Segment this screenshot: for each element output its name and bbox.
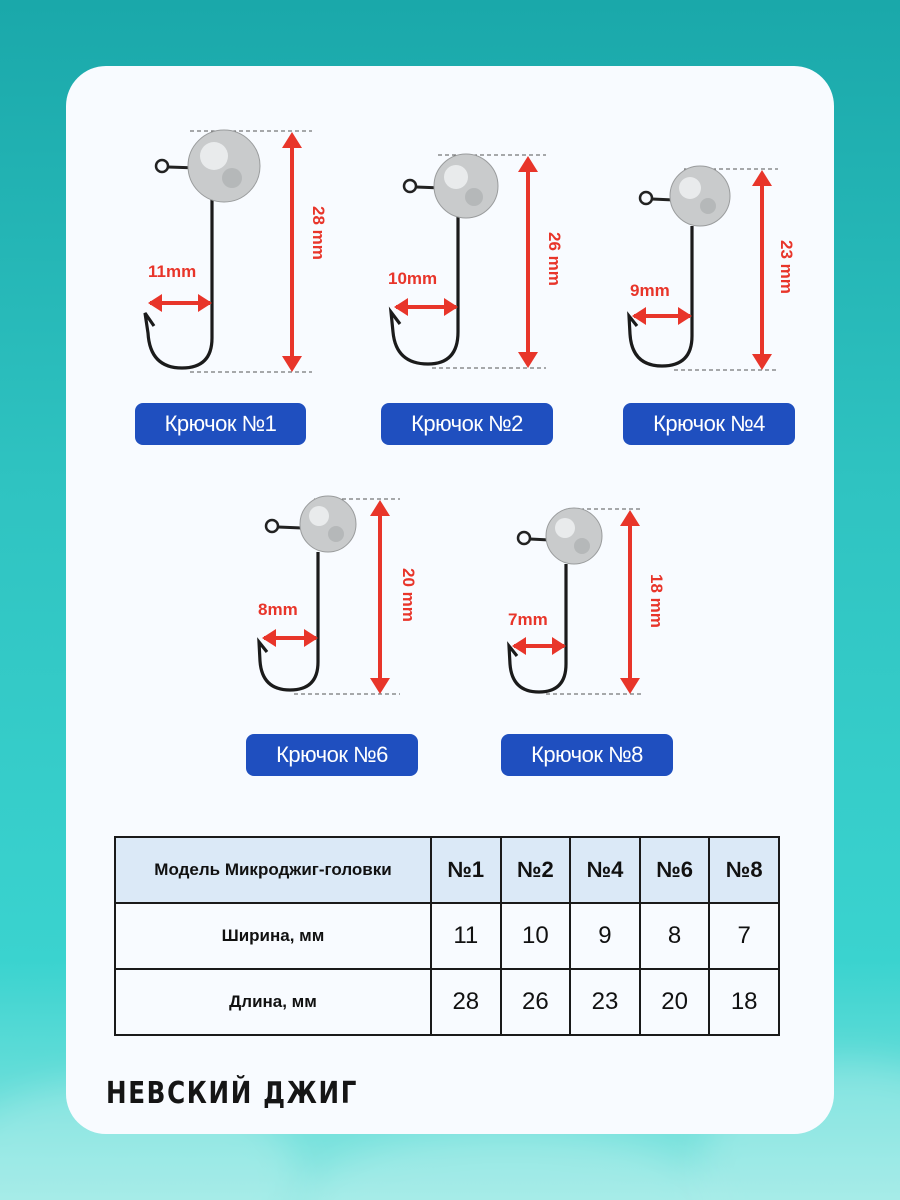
width-label: 10mm	[388, 269, 438, 288]
table-header-row	[115, 837, 779, 903]
length-label: 18 mm	[647, 574, 666, 628]
header-col: №2	[501, 837, 571, 903]
width-label: 9mm	[630, 281, 670, 300]
table-row	[115, 969, 779, 1035]
length-label: 28 mm	[309, 206, 328, 260]
jig-head-hook-2	[380, 152, 580, 377]
table-cell: 20	[640, 969, 710, 1035]
table-cell: 9	[570, 903, 640, 969]
table-cell: 28	[431, 969, 501, 1035]
table-cell: 10	[501, 903, 571, 969]
jig-head-image	[132, 128, 332, 378]
header-model: Модель Микроджиг-головки	[115, 837, 431, 903]
header-col: №8	[709, 837, 779, 903]
table-cell: 7	[709, 903, 779, 969]
brand-logo: НЕВСКИЙ ДЖИГ	[106, 1076, 359, 1111]
jig-head-hook-1	[132, 128, 332, 378]
header-col: №1	[431, 837, 501, 903]
width-label: 11mm	[148, 262, 197, 281]
width-label: 8mm	[258, 600, 298, 619]
length-label: 23 mm	[777, 240, 796, 294]
row-label: Длина, мм	[115, 969, 431, 1035]
hook-label-pill-6: Крючок №6	[246, 734, 418, 776]
row-label: Ширина, мм	[115, 903, 431, 969]
table-cell: 18	[709, 969, 779, 1035]
hook-label-pill-4: Крючок №4	[623, 403, 795, 445]
hook-label-pill-1: Крючок №1	[135, 403, 306, 445]
length-label: 20 mm	[399, 568, 418, 622]
length-label: 26 mm	[545, 232, 564, 286]
background-cloud	[300, 1130, 720, 1200]
jig-head-hook-8	[506, 506, 686, 701]
table-cell: 8	[640, 903, 710, 969]
table-cell: 23	[570, 969, 640, 1035]
hook-label-pill-8: Крючок №8	[501, 734, 673, 776]
header-col: №4	[570, 837, 640, 903]
table-row	[115, 903, 779, 969]
table-cell: 11	[431, 903, 501, 969]
spec-table	[114, 836, 780, 1036]
header-col: №6	[640, 837, 710, 903]
jig-head-hook-4	[624, 166, 804, 376]
jig-head-hook-6	[254, 496, 434, 701]
hook-label-pill-2: Крючок №2	[381, 403, 553, 445]
table-cell: 26	[501, 969, 571, 1035]
width-label: 7mm	[508, 610, 548, 629]
